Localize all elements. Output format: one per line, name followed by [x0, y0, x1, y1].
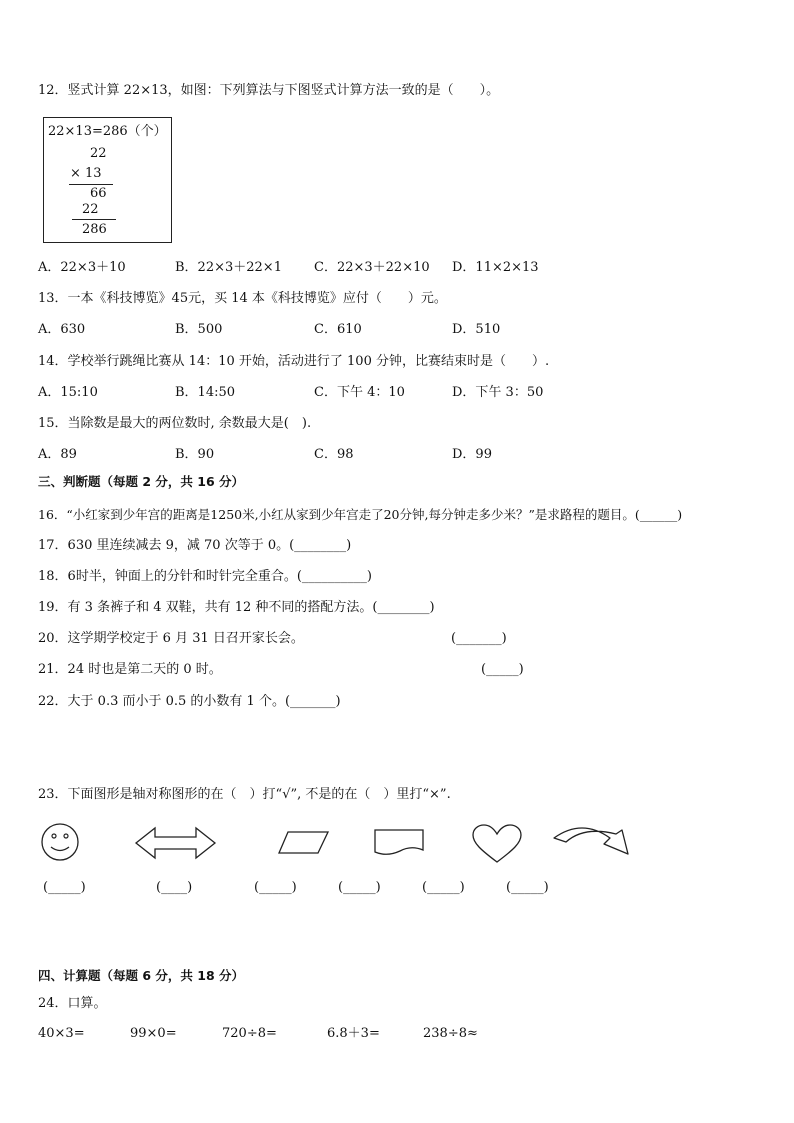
calc-row-4: 22	[82, 202, 99, 217]
q20-blank[interactable]: (_______)	[451, 631, 507, 646]
q23-stem: 23．下面图形是轴对称图形的在（ ）打“√”, 不是的在（ ）里打“×”.	[38, 787, 451, 802]
q14-option-c: C．下午 4：10	[314, 385, 405, 400]
q24-item-4: 6.8＋3=	[327, 1026, 380, 1041]
q24-stem: 24．口算。	[38, 996, 107, 1011]
q12-option-b: B．22×3＋22×1	[175, 260, 282, 275]
q12-stem: 12．竖式计算 22×13，如图：下列算法与下图竖式计算方法一致的是（ ）。	[38, 83, 500, 98]
q15-stem: 15．当除数是最大的两位数时, 余数最大是( ).	[38, 416, 312, 431]
q12-option-d: D．11×2×13	[452, 260, 539, 275]
q23-blank-3[interactable]: (_____)	[254, 880, 297, 895]
q13-option-c: C．610	[314, 322, 362, 337]
section-4-heading: 四、计算题（每题 6 分，共 18 分）	[38, 968, 245, 983]
q16-text: 16．“小红家到少年宫的距离是1250米,小红从家到少年宫走了20分钟,每分钟走多少米？”是求路程的题目。(______)	[38, 507, 683, 522]
q20-text: 20．这学期学校定于 6 月 31 日召开家长会。	[38, 631, 304, 646]
q24-item-2: 99×0=	[130, 1026, 177, 1041]
q13-option-a: A．630	[38, 322, 86, 337]
q23-blank-2[interactable]: (____)	[156, 880, 193, 895]
q15-option-a: A．89	[38, 447, 77, 462]
q24-item-1: 40×3=	[38, 1026, 85, 1041]
calc-row-3: 66	[90, 186, 107, 201]
q15-option-b: B．90	[175, 447, 215, 462]
calc-row-5: 286	[82, 222, 107, 237]
q22-text: 22．大于 0.3 而小于 0.5 的小数有 1 个。(_______)	[38, 694, 341, 709]
heart-icon	[471, 824, 523, 864]
calc-line-2	[72, 219, 116, 220]
q23-blank-6[interactable]: (_____)	[506, 880, 549, 895]
q12-option-a: A．22×3＋10	[38, 260, 126, 275]
q24-item-5: 238÷8≈	[423, 1026, 478, 1041]
q14-stem: 14．学校举行跳绳比赛从 14：10 开始，活动进行了 100 分钟，比赛结束时是（ ）.	[38, 354, 550, 369]
q12-option-c: C．22×3＋22×10	[314, 260, 430, 275]
calc-row-1: 22	[90, 146, 107, 161]
q21-blank[interactable]: (_____)	[481, 662, 524, 677]
vertical-calc-box	[43, 117, 172, 243]
q13-option-b: B．500	[175, 322, 223, 337]
q23-blank-4[interactable]: (_____)	[338, 880, 381, 895]
q23-blank-5[interactable]: (_____)	[422, 880, 465, 895]
q14-option-b: B．14:50	[175, 385, 236, 400]
calc-line-1	[69, 184, 113, 185]
q21-text: 21．24 时也是第二天的 0 时。	[38, 662, 222, 677]
curved-arrow-icon	[552, 820, 632, 862]
q15-option-d: D．99	[452, 447, 492, 462]
q19-text: 19．有 3 条裤子和 4 双鞋，共有 12 种不同的搭配方法。(________)	[38, 600, 435, 615]
smiley-face-icon	[40, 823, 82, 863]
q14-option-a: A．15:10	[38, 385, 98, 400]
section-3-heading: 三、判断题（每题 2 分，共 16 分）	[38, 474, 245, 489]
parallelogram-icon	[278, 830, 330, 856]
calc-header: 22×13=286（个）	[48, 124, 167, 139]
q23-blank-1[interactable]: (_____)	[43, 880, 86, 895]
q24-item-3: 720÷8=	[222, 1026, 277, 1041]
q18-text: 18．6时半，钟面上的分针和时针完全重合。(__________)	[38, 569, 372, 584]
q17-text: 17．630 里连续减去 9，减 70 次等于 0。(________)	[38, 538, 352, 553]
wavy-rectangle-icon	[373, 828, 427, 858]
q13-stem: 13．一本《科技博览》45元，买 14 本《科技博览》应付（ ）元。	[38, 291, 447, 306]
q15-option-c: C．98	[314, 447, 354, 462]
double-arrow-icon	[135, 826, 217, 860]
calc-row-2: × 13	[70, 166, 102, 181]
q13-option-d: D．510	[452, 322, 501, 337]
q14-option-d: D．下午 3：50	[452, 385, 544, 400]
